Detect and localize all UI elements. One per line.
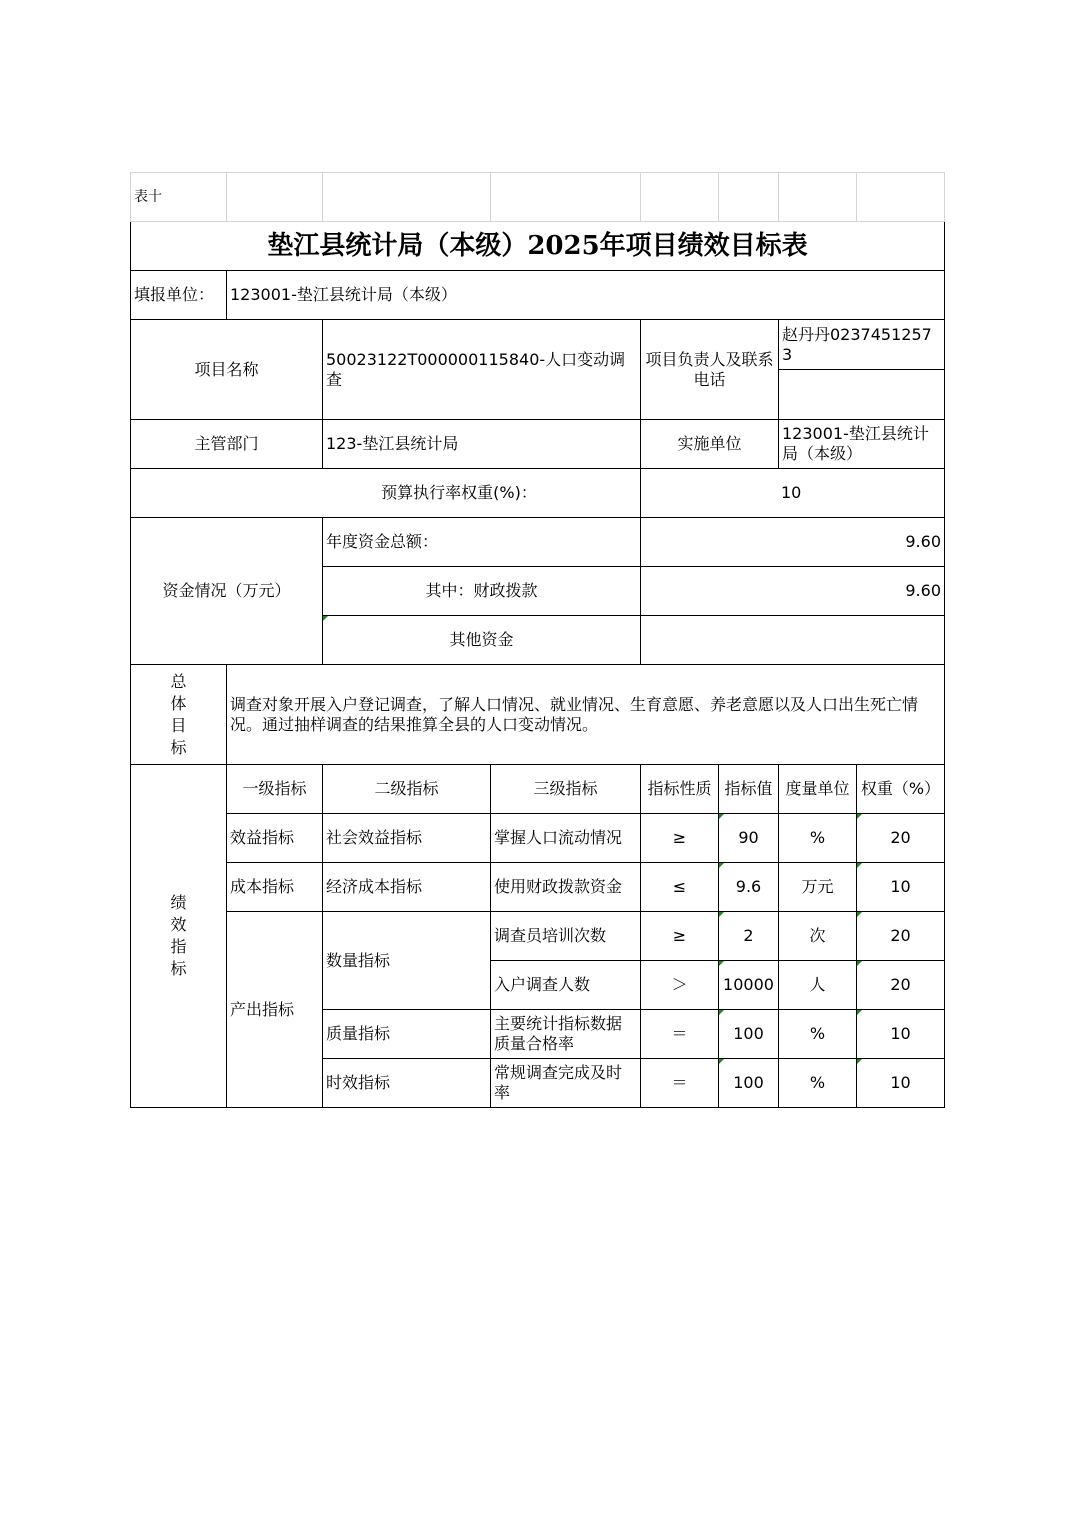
implementer-value: 123001-垫江县统计局（本级） [779, 420, 945, 469]
header-unit: 度量单位 [779, 765, 857, 814]
funds-label: 资金情况（万元） [131, 518, 323, 665]
contact-value: 赵丹丹02374512573 [779, 320, 945, 370]
project-name-value: 50023122T000000115840-人口变动调查 [323, 320, 641, 420]
table-row: 效益指标 社会效益指标 掌握人口流动情况 ≥ 90 % 20 [131, 814, 945, 863]
table-row: 时效指标 常规调查完成及时率 ＝ 100 % 10 [131, 1059, 945, 1108]
contact-label: 项目负责人及联系电话 [641, 320, 779, 420]
header-l3: 三级指标 [491, 765, 641, 814]
funds-other-label: 其他资金 [323, 616, 641, 665]
page-title: 垫江县统计局（本级）2025年项目绩效目标表 [131, 222, 945, 271]
header-l1: 一级指标 [227, 765, 323, 814]
header-l2: 二级指标 [323, 765, 491, 814]
indicators-label: 绩效指标 [131, 765, 227, 1108]
table-row: 产出指标 数量指标 调查员培训次数 ≥ 2 次 20 [131, 912, 945, 961]
goal-label: 总体目标 [131, 665, 227, 765]
table-number: 表十 [131, 173, 227, 222]
table-row: 成本指标 经济成本指标 使用财政拨款资金 ≤ 9.6 万元 10 [131, 863, 945, 912]
project-name-label: 项目名称 [131, 320, 323, 420]
budget-weight-label: 预算执行率权重(%)： [131, 469, 641, 518]
contact-extra [779, 370, 945, 420]
filling-unit-value: 123001-垫江县统计局（本级） [227, 271, 945, 320]
filling-unit-label: 填报单位： [131, 271, 227, 320]
department-label: 主管部门 [131, 420, 323, 469]
table-row: 质量指标 主要统计指标数据质量合格率 ＝ 100 % 10 [131, 1010, 945, 1059]
funds-fiscal-value: 9.60 [641, 567, 945, 616]
header-weight: 权重（%） [857, 765, 945, 814]
funds-fiscal-label: 其中：财政拨款 [323, 567, 641, 616]
funds-total-value: 9.60 [641, 518, 945, 567]
table-row: 入户调查人数 ＞ 10000 人 20 [131, 961, 945, 1010]
performance-target-table [130, 172, 945, 1108]
funds-total-label: 年度资金总额： [323, 518, 641, 567]
implementer-label: 实施单位 [641, 420, 779, 469]
funds-other-value [641, 616, 945, 665]
header-value: 指标值 [719, 765, 779, 814]
goal-text: 调查对象开展入户登记调查，了解人口情况、就业情况、生育意愿、养老意愿以及人口出生死亡情况。通过抽样调查的结果推算全县的人口变动情况。 [227, 665, 945, 765]
header-nature: 指标性质 [641, 765, 719, 814]
department-value: 123-垫江县统计局 [323, 420, 641, 469]
budget-weight-value: 10 [641, 469, 945, 518]
